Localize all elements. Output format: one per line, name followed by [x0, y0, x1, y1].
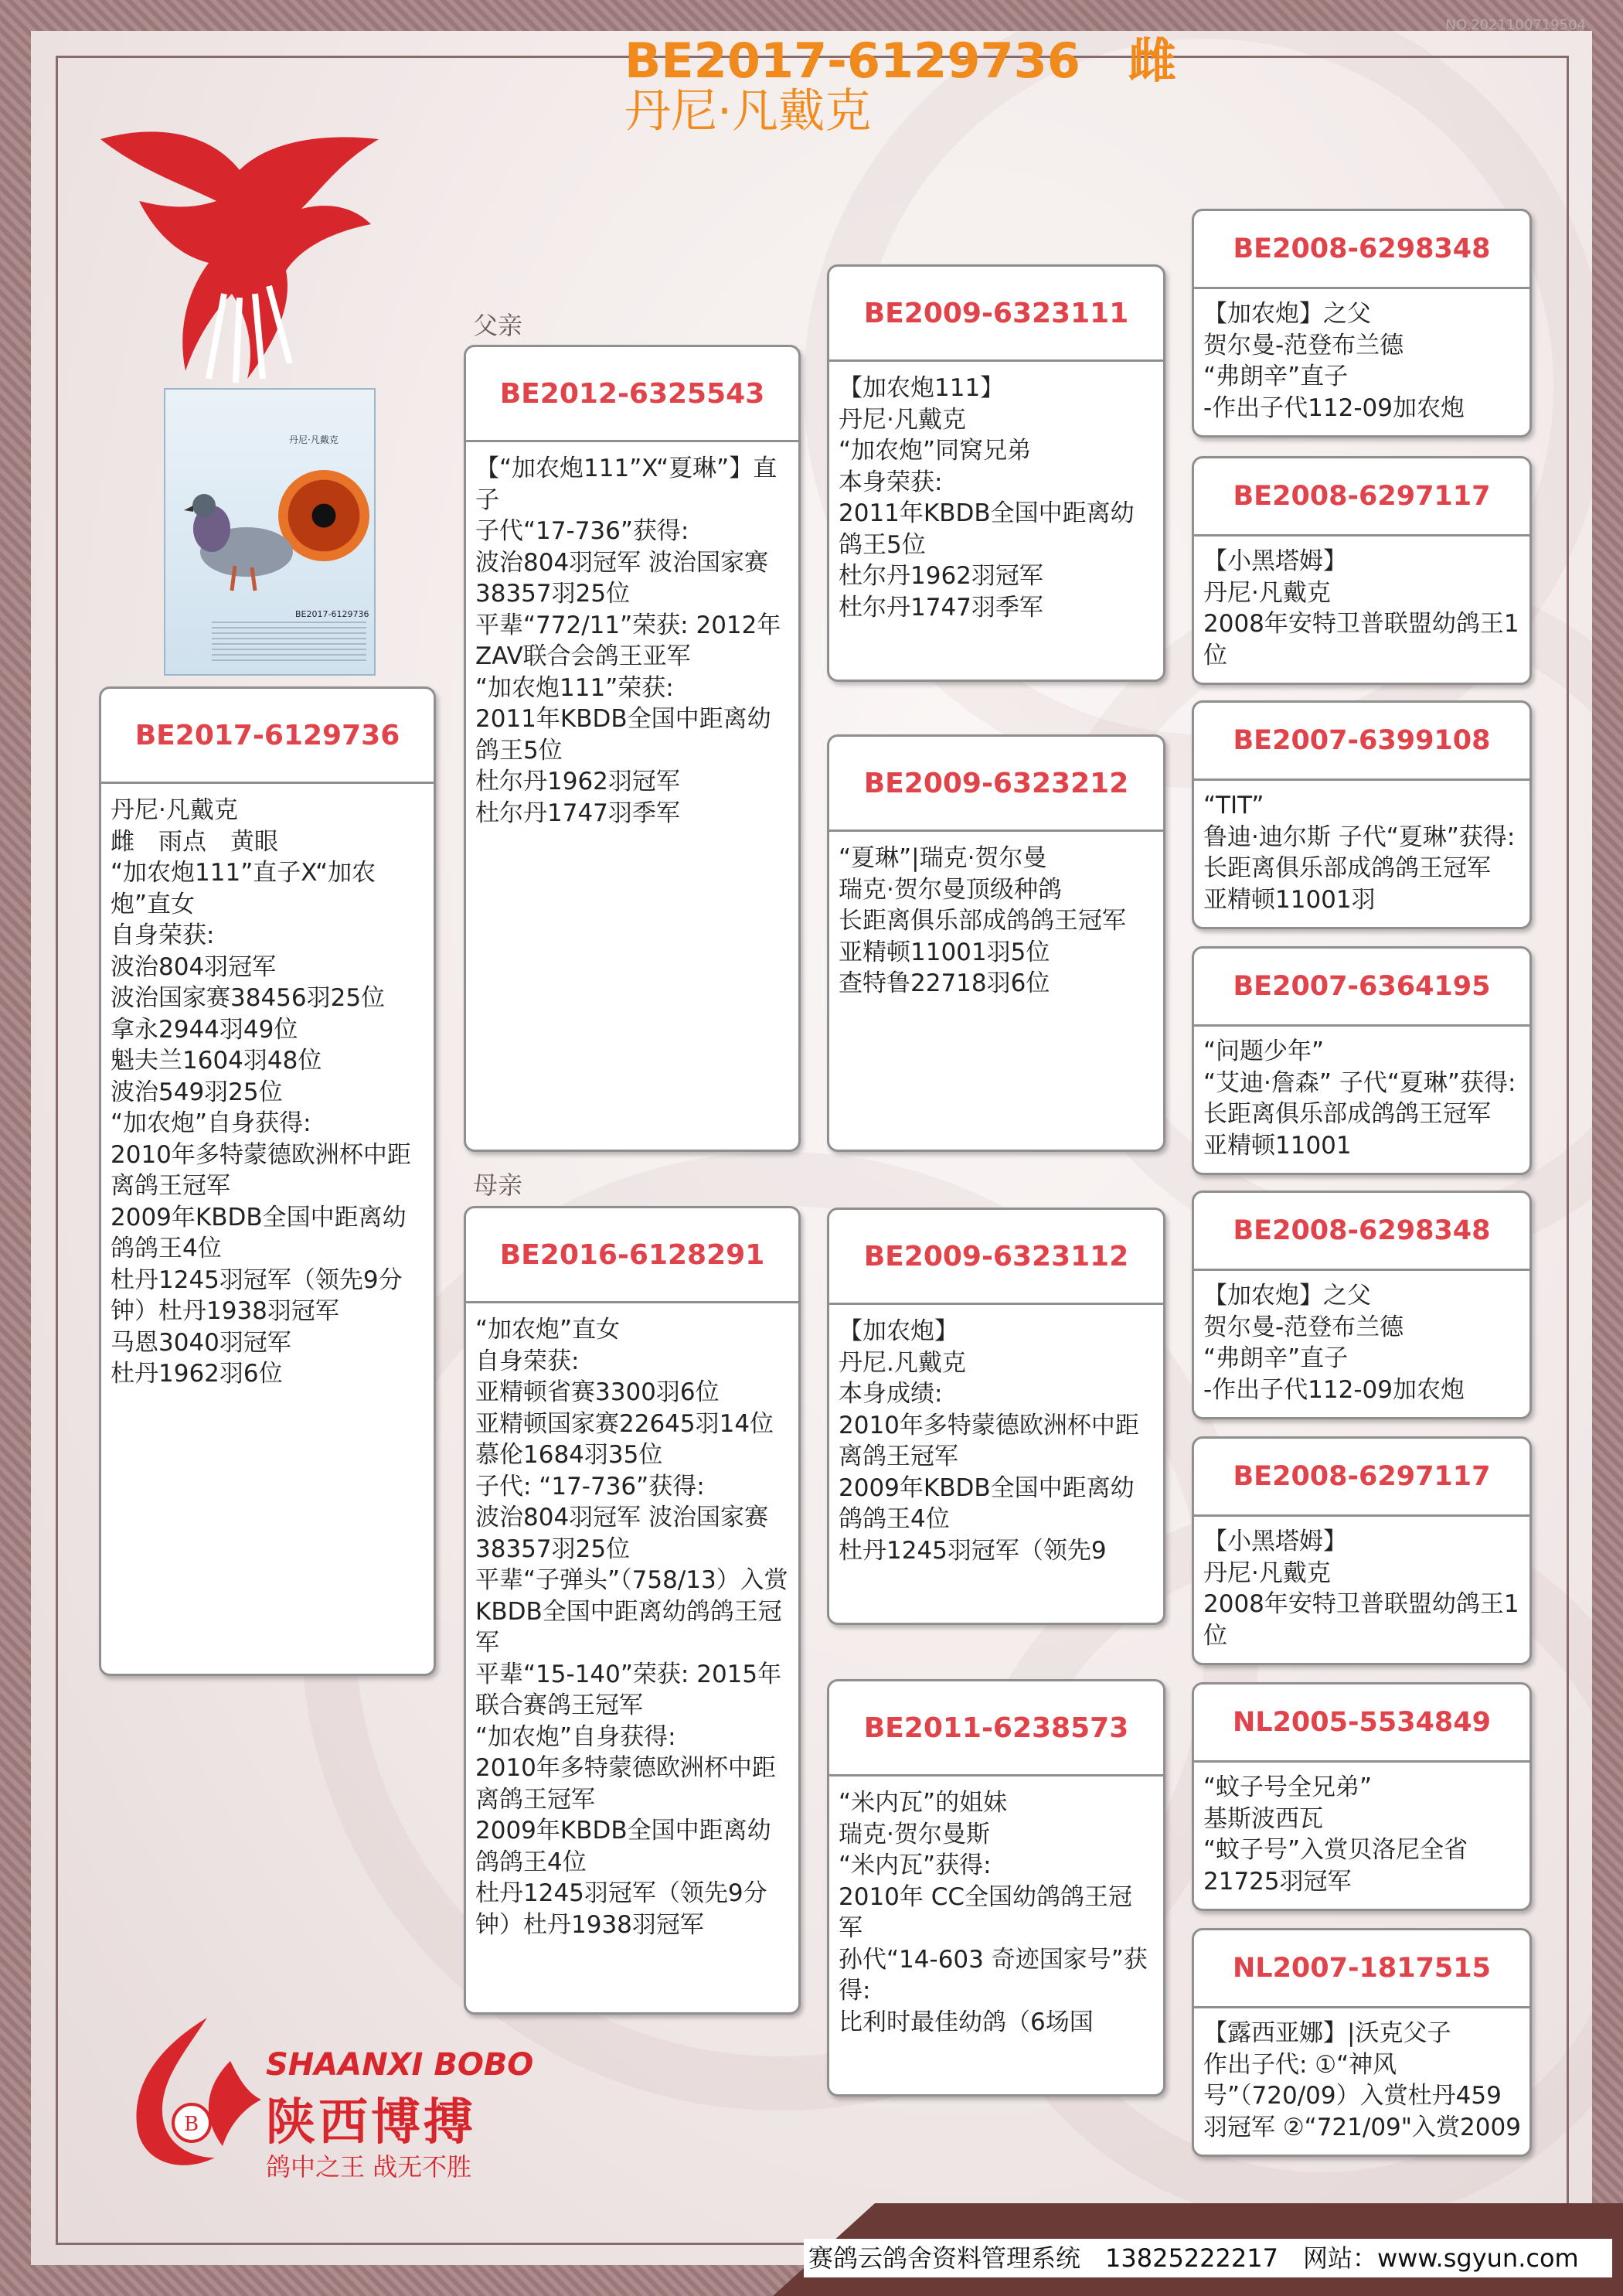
- phoenix-logo-icon: [93, 116, 402, 394]
- logo-emblem-letter: B: [184, 2113, 199, 2136]
- grandparent-card: [827, 264, 1165, 682]
- grandparent-card: [827, 1208, 1165, 1625]
- great-grandparent-card: [1192, 1436, 1532, 1665]
- ring-number: BE2012-6325543: [466, 347, 798, 442]
- book-cover-title: 丹尼·凡戴克: [289, 434, 339, 445]
- book-text-block: [212, 622, 366, 665]
- card-description: “加农炮”直女 自身荣获: 亚精顿省赛3300羽6位 亚精顿国家赛22645羽14位 慕伦1684羽35位 子代: “17-736”获得: 波治804羽冠军 波治国家赛38357羽25位 平辈“子弹头”（758/13）入赏KBDB全国中距离幼鸽鸽王冠军 平辈“15-140”荣获: 2015年联合赛鸽王冠军 “加农炮”自身获得: 2010年多特蒙德欧洲杯中距离鸽王冠军 2009年KBDB全国中距离幼鸽鸽王4位 杜丹1245羽冠军（领先9分钟）杜丹1938羽冠军: [475, 1316, 788, 1939]
- ring-number: BE2008-6298348: [1194, 1193, 1529, 1271]
- ring-number: NL2007-1817515: [1194, 1930, 1529, 2008]
- ring-number: BE2008-6297117: [1194, 1439, 1529, 1517]
- card-description: “问题少年” “艾迪·詹森” 子代“夏琳”获得: 长距离俱乐部成鸽鸽王冠军 亚精顿11001: [1203, 1037, 1516, 1160]
- card-description: 【加农炮】 丹尼.凡戴克 本身成绩: 2010年多特蒙德欧洲杯中距离鸽王冠军 2009年KBDB全国中距离幼鸽鸽王4位 杜丹1245羽冠军（领先9: [839, 1317, 1139, 1565]
- grandparent-card: [827, 734, 1165, 1152]
- grandparent-card: [827, 1679, 1165, 2097]
- brand-name-en: SHAANXI BOBO: [266, 2047, 534, 2083]
- footer-contact: 赛鸽云鸽舍资料管理系统 13825222217 网站：www.sgyun.com: [804, 2239, 1612, 2277]
- ring-number: BE2008-6298348: [1194, 211, 1529, 289]
- card-description: 【加农炮111】 丹尼·凡戴克 “加农炮”同窝兄弟 本身荣获: 2011年KBDB全国中距离幼鸽王5位 杜尔丹1962羽冠军 杜尔丹1747羽季军: [839, 374, 1135, 622]
- subject-card: [99, 686, 436, 1676]
- book-cover-image: [164, 388, 376, 676]
- card-description: 【加农炮】之父 贺尔曼-范登布兰德 “弗朗辛”直子 -作出子代112-09加农炮: [1203, 1282, 1465, 1404]
- ring-number: NL2005-5534849: [1194, 1685, 1529, 1763]
- ring-number: BE2007-6399108: [1194, 703, 1529, 781]
- pigeon-image: [181, 475, 297, 598]
- card-description: “TIT” 鲁迪·迪尔斯 子代“夏琳”获得: 长距离俱乐部成鸽鸽王冠军 亚精顿11001羽: [1203, 792, 1516, 914]
- father-label: 父亲: [473, 311, 523, 340]
- card-description: “夏琳”|瑞克·贺尔曼 瑞克·贺尔曼顶级种鸽 长距离俱乐部成鸽鸽王冠军 亚精顿11001羽5位 查特鲁22718羽6位: [839, 844, 1126, 997]
- great-grandparent-card: [1192, 1682, 1532, 1911]
- great-grandparent-card: [1192, 1928, 1532, 2157]
- brand-name-cn: 陕西博搏: [266, 2094, 476, 2151]
- document-number: NO.2021100719504: [1445, 17, 1586, 33]
- ring-number: BE2011-6238573: [829, 1681, 1163, 1777]
- father-card: [464, 345, 801, 1152]
- ring-number: BE2009-6323111: [829, 267, 1163, 362]
- ring-number: BE2007-6364195: [1194, 949, 1529, 1027]
- ring-number: BE2008-6297117: [1194, 458, 1529, 537]
- mother-label: 母亲: [473, 1170, 523, 1200]
- great-grandparent-card: [1192, 456, 1532, 685]
- card-description: 【加农炮】之父 贺尔曼-范登布兰德 “弗朗辛”直子 -作出子代112-09加农炮: [1203, 300, 1465, 422]
- ring-number: BE2009-6323212: [829, 737, 1163, 832]
- great-grandparent-card: [1192, 1191, 1532, 1419]
- card-description: 【露西亚娜】|沃克父子 作出子代: ①“神风号”（720/09）入赏杜丹459羽冠军 ②“721/09"入赏2009: [1203, 2019, 1521, 2141]
- great-grandparent-card: [1192, 946, 1532, 1175]
- breeder-name: 丹尼·凡戴克: [624, 84, 872, 138]
- brand-slogan: 鸽中之王 战无不胜: [266, 2152, 472, 2182]
- ring-number: BE2009-6323112: [829, 1210, 1163, 1305]
- card-description: 【小黑塔姆】 丹尼·凡戴克 2008年安特卫普联盟幼鸽王1位: [1203, 1528, 1519, 1650]
- card-description: 【小黑塔姆】 丹尼·凡戴克 2008年安特卫普联盟幼鸽王1位: [1203, 547, 1519, 669]
- card-description: 【“加农炮111”X“夏琳”】直子 子代“17-736”获得: 波治804羽冠军 波治国家赛38357羽25位 平辈“772/11”荣获: 2012年ZAV联合会鸽王亚军 “加农炮111”荣获: 2011年KBDB全国中距离幼鸽王5位 杜尔丹1962羽冠军 杜尔丹1747羽季军: [475, 455, 781, 827]
- page-title: BE2017-6129736 雌: [624, 32, 1176, 89]
- card-description: “米内瓦”的姐妹 瑞克·贺尔曼斯 “米内瓦”获得: 2010年 CC全国幼鸽鸽王冠军 孙代“14-603 奇迹国家号”获得: 比利时最佳幼鸽（6场国: [839, 1789, 1148, 2036]
- mother-card: [464, 1206, 801, 2015]
- book-cover-ring: BE2017-6129736: [295, 609, 369, 619]
- great-grandparent-card: [1192, 209, 1532, 438]
- card-description: 丹尼·凡戴克 雌 雨点 黄眼 “加农炮111”直子X“加农炮”直女 自身荣获: 波治804羽冠军 波治国家赛38456羽25位 拿永2944羽49位 魁夫兰1604羽48位 波治549羽25位 “加农炮”自身获得: 2010年多特蒙德欧洲杯中距离鸽王冠军 2009年KBDB全国中距离幼鸽鸽王4位 杜丹1245羽冠军（领先9分钟）杜丹1938羽冠军 马恩3040羽冠军 杜丹1962羽6位: [111, 796, 411, 1388]
- great-grandparent-card: [1192, 700, 1532, 929]
- card-description: “蚊子号全兄弟” 基斯波西瓦 “蚊子号”入赏贝洛尼全省21725羽冠军: [1203, 1773, 1468, 1896]
- bobo-logo-icon: [114, 2015, 269, 2177]
- ring-number: BE2017-6129736: [101, 689, 434, 784]
- ring-number: BE2016-6128291: [466, 1208, 798, 1303]
